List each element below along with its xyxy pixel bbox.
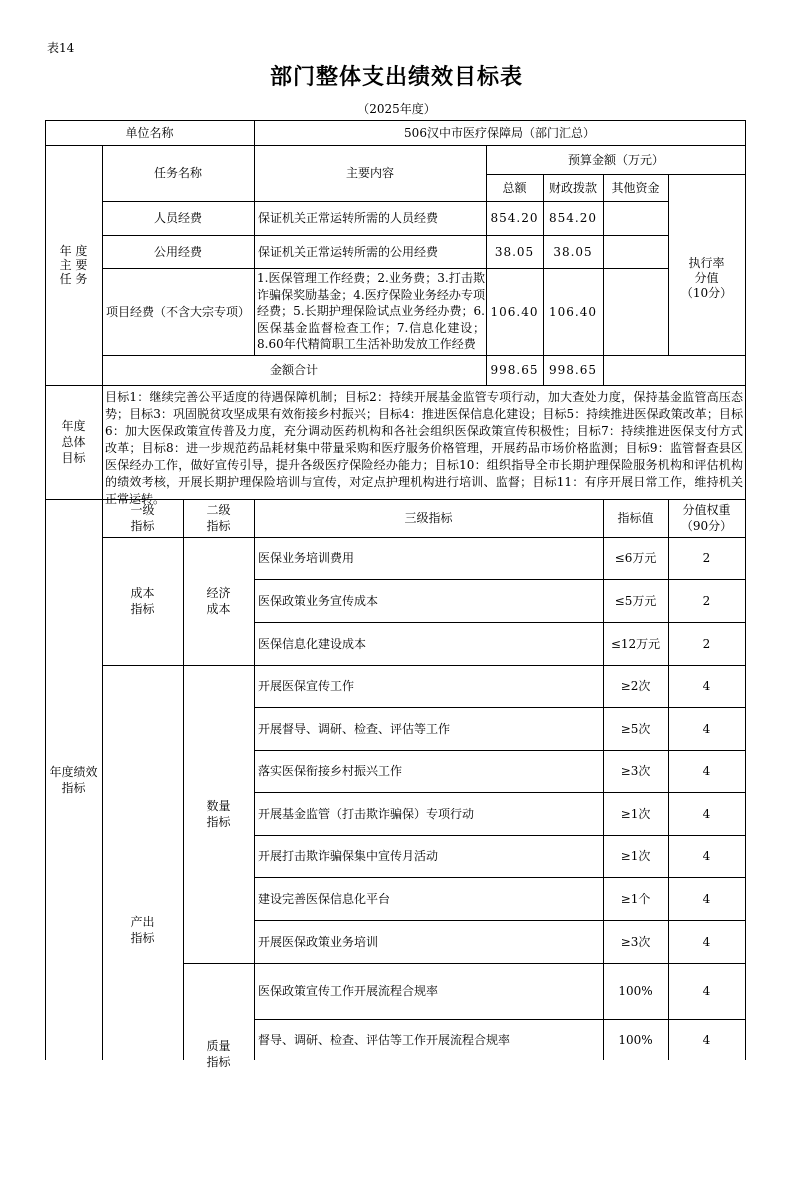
exec-rate-label: 执行率 分值 （10分） [680, 255, 733, 300]
task-total: 854.20 [490, 211, 539, 225]
col-other: 其他资金 [611, 180, 660, 195]
indicator-name: 建设完善医保信息化平台 [258, 891, 391, 906]
task-name: 项目经费（不含大宗专项） [106, 304, 251, 319]
col-weight: 分值权重 （90分） [680, 503, 733, 533]
indicator-weight: 4 [702, 806, 711, 821]
quality-level2: 质量 指标 [206, 1039, 231, 1069]
cost-level2: 经济 成本 [206, 586, 231, 616]
unit-value: 506汉中市医疗保障局（部门汇总） [404, 125, 595, 140]
task-fiscal: 106.40 [549, 304, 597, 319]
indicator-name: 开展医保政策业务培训 [258, 934, 379, 949]
indicator-name: 医保政策业务宣传成本 [258, 593, 379, 608]
tasks-section-label: 年 度 主 要 任 务 [59, 244, 88, 286]
task-total: 38.05 [494, 244, 535, 259]
output-level1: 产出 指标 [130, 915, 155, 945]
indicator-weight: 2 [702, 636, 711, 651]
indicator-name: 医保信息化建设成本 [258, 636, 367, 651]
col-level3: 三级指标 [404, 511, 453, 525]
grid-line [745, 120, 746, 1060]
indicator-value: ≤5万元 [614, 593, 657, 608]
task-other [603, 268, 668, 355]
indicator-weight: 4 [702, 934, 711, 949]
indicator-weight: 4 [702, 764, 711, 778]
indicators-section-label: 年度绩效 指标 [49, 764, 98, 795]
task-other [603, 235, 668, 268]
indicator-weight: 4 [702, 891, 711, 906]
quantity-level2: 数量 指标 [206, 799, 231, 829]
col-task-name: 任务名称 [153, 166, 202, 180]
indicator-weight: 4 [702, 1033, 711, 1047]
task-fiscal: 38.05 [553, 244, 593, 259]
indicator-name: 开展医保宣传工作 [258, 679, 355, 693]
indicator-value: ≥1次 [620, 849, 651, 863]
page-title: 部门整体支出绩效目标表 [269, 65, 523, 90]
indicator-name: 落实医保衔接乡村振兴工作 [258, 764, 403, 778]
task-name: 公用经费 [153, 244, 202, 259]
unit-label: 单位名称 [125, 125, 174, 140]
col-total: 总额 [502, 180, 527, 195]
col-indicator-value: 指标值 [617, 511, 654, 525]
col-fiscal: 财政拨款 [548, 180, 597, 195]
sum-total: 998.65 [490, 363, 539, 377]
task-content: 1.医保管理工作经费；2.业务费；3.打击欺诈骗保奖励基金；4.医疗保险业务经办专项经费；5.长期护理保险试点业务经办费；6.医保基金监督检查工作；7.信息化建设；8.60年代精简职工生活补助发放工作经费 [257, 271, 485, 351]
task-other [603, 201, 668, 235]
indicator-value: ≥2次 [620, 679, 651, 693]
indicator-name: 开展基金监管（打击欺诈骗保）专项行动 [258, 806, 475, 821]
indicator-value: ≤12万元 [610, 636, 661, 651]
indicator-value: ≥3次 [620, 764, 651, 778]
indicator-name: 开展督导、调研、检查、评估等工作 [258, 721, 451, 736]
indicator-value: ≥5次 [620, 721, 651, 736]
sum-other [603, 355, 668, 385]
col-level1: 一级 指标 [130, 503, 155, 533]
indicator-value: ≥3次 [620, 934, 651, 949]
task-content: 保证机关正常运转所需的公用经费 [258, 244, 439, 259]
indicator-name: 开展打击欺诈骗保集中宣传月活动 [258, 849, 439, 863]
indicator-value: 100% [618, 1033, 653, 1047]
goals-text: 目标1：继续完善公平适度的待遇保障机制；目标2：持续开展基金监管专项行动，加大查处力度，保持基金监管高压态势；目标3：巩固脱贫攻坚成果有效衔接乡村振兴；目标4：推进医保信息化建设；目标5：持续推进医保政策改革；目标6：加大医保政策宣传普及力度，充分调动医药机构和各社会组织医保政策宣传积极性；目标7：持续推进医保支付方式改革；目标8：进一步规范药品耗材集中带量采购和医疗服务价格管理，开展药品市场价格监测；目标9：监管督查县区医保经办工作，做好宣传引导，提升各级医疗保险经办能力；目标10：组织指导全市长期护理保险服务机构和评估机构的绩效考核，开展长期护理保险培训与宣传，对定点护理机构进行培训、监督；目标11：有序开展日常工作，维持机关正常运转。 [105, 390, 743, 506]
indicator-value: ≤6万元 [614, 551, 657, 565]
task-fiscal: 854.20 [549, 211, 597, 225]
indicator-name: 督导、调研、检查、评估等工作开展流程合规率 [258, 1033, 511, 1047]
col-level2: 二级 指标 [206, 503, 231, 533]
sum-fiscal: 998.65 [549, 363, 597, 377]
col-budget: 预算金额（万元） [567, 152, 664, 167]
indicator-value: ≥1次 [620, 806, 651, 821]
sum-label: 金额合计 [269, 363, 318, 377]
task-total: 106.40 [490, 304, 539, 319]
indicator-weight: 4 [702, 721, 711, 736]
col-main-content: 主要内容 [345, 166, 394, 180]
table-number: 表14 [47, 41, 75, 55]
indicator-weight: 2 [702, 551, 711, 565]
goals-label: 年度 总体 目标 [61, 419, 86, 465]
year-label: （2025年度） [357, 102, 436, 116]
task-name: 人员经费 [153, 211, 202, 225]
indicator-value: ≥1个 [620, 891, 651, 906]
grid-line [45, 385, 746, 386]
indicator-weight: 4 [702, 679, 711, 693]
task-content: 保证机关正常运转所需的人员经费 [258, 211, 439, 225]
indicator-name: 医保政策宣传工作开展流程合规率 [258, 984, 439, 998]
indicator-weight: 4 [702, 984, 711, 998]
cost-level1: 成本 指标 [130, 586, 155, 616]
indicator-weight: 4 [702, 849, 711, 863]
indicator-value: 100% [618, 984, 653, 998]
indicator-name: 医保业务培训费用 [258, 551, 355, 565]
indicator-weight: 2 [702, 593, 711, 608]
